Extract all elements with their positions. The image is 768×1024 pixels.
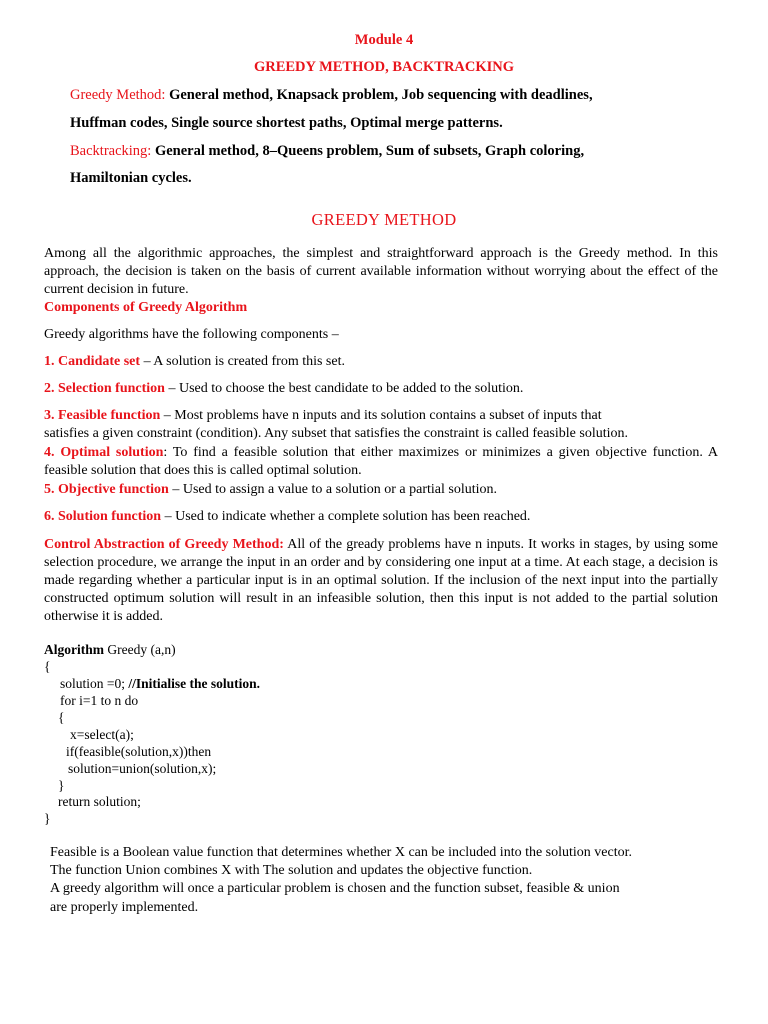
code-inner-close-brace: } — [58, 778, 65, 793]
backtracking-topics: General method, 8–Queens problem, Sum of subsets, Graph coloring, — [151, 143, 585, 159]
component-label: 1. Candidate set — [44, 354, 141, 369]
code-if-line: if(feasible(solution,x))then — [66, 744, 212, 759]
algorithm-signature — [44, 641, 176, 659]
control-abstraction-text: All of the gready problems have n inputs. It works in stages, by using some selection procedure, we arrange the input in an order and by considering one input at a time. At each stage, a decision is made regarding whether a particular input is in an optimal solution. If the inclusion of the next input into the partially constructed optimum solution will result in an infeasible solution, then this input is not added to the partial solution otherwise it is added. — [44, 537, 718, 624]
code-init-statement: solution =0; — [60, 676, 129, 691]
component-text: – A solution is created from this set. — [140, 354, 345, 369]
component-text-continued: satisfies a given constraint (condition). Any subset that satisfies the constraint is called feasible solution. — [44, 426, 628, 441]
component-label: 6. Solution function — [44, 509, 162, 524]
code-init — [60, 675, 260, 693]
module-title: Module 4 — [354, 32, 414, 48]
component-label: 2. Selection function — [44, 381, 165, 396]
footer-line-4: are properly implemented. — [50, 900, 199, 915]
code-inner-open-brace: { — [58, 710, 65, 725]
algorithm-name: Greedy (a,n) — [104, 642, 176, 657]
section-title: GREEDY METHOD — [311, 210, 457, 229]
component-candidate-set — [44, 353, 345, 371]
code-select-line: x=select(a); — [70, 727, 134, 742]
component-text: – Used to assign a value to a solution or a partial solution. — [168, 482, 497, 497]
module-subtitle: GREEDY METHOD, BACKTRACKING — [253, 59, 515, 75]
component-selection-function — [44, 380, 523, 398]
component-text: : To find a feasible solution that either maximizes or minimizes a given objective function. A feasible solution that does this is called optimal solution. — [44, 445, 718, 478]
component-label: 3. Feasible function — [44, 408, 161, 423]
greedy-topics: General method, Knapsack problem, Job sequencing with deadlines, — [165, 87, 593, 103]
component-feasible-function — [44, 407, 628, 443]
code-union-line: solution=union(solution,x); — [68, 761, 217, 776]
code-init-comment: //Initialise the solution. — [128, 676, 261, 691]
control-abstraction-paragraph — [44, 536, 718, 626]
component-optimal-solution — [44, 444, 718, 480]
component-objective-function — [44, 481, 497, 499]
footer-line-2: The function Union combines X with The solution and updates the objective function. — [50, 863, 533, 878]
syllabus-backtracking-line2: Hamiltonian cycles. — [70, 170, 192, 186]
component-text: – Used to indicate whether a complete solution has been reached. — [161, 509, 531, 524]
footer-line-3: A greedy algorithm will once a particular problem is chosen and the function subset, feasible & union — [50, 881, 620, 896]
component-text: – Used to choose the best candidate to be added to the solution. — [164, 381, 524, 396]
components-heading: Components of Greedy Algorithm — [44, 300, 248, 315]
component-label: 4. Optimal solution — [44, 445, 164, 460]
algorithm-keyword: Algorithm — [44, 642, 104, 657]
backtracking-label: Backtracking: — [70, 143, 152, 159]
footer-line-1: Feasible is a Boolean value function that determines whether X can be included into the solution vector. — [50, 845, 633, 860]
component-label: 5. Objective function — [44, 482, 169, 497]
code-for-line: for i=1 to n do — [60, 693, 139, 708]
greedy-label: Greedy Method: — [70, 87, 166, 103]
component-solution-function — [44, 508, 530, 526]
code-return-line: return solution; — [58, 794, 141, 809]
component-text: – Most problems have n inputs and its solution contains a subset of inputs that — [160, 408, 602, 423]
syllabus-greedy-line1 — [70, 86, 593, 104]
syllabus-greedy-line2: Huffman codes, Single source shortest paths, Optimal merge patterns. — [70, 115, 503, 131]
syllabus-backtracking-line1 — [70, 142, 584, 160]
components-intro: Greedy algorithms have the following components – — [44, 327, 339, 342]
code-close-brace: } — [44, 811, 51, 826]
code-open-brace: { — [44, 659, 51, 674]
intro-paragraph: Among all the algorithmic approaches, the simplest and straightforward approach is the Greedy method. In this approach, the decision is taken on the basis of current available information without worrying about the effect of the current decision in future. — [44, 246, 718, 297]
control-abstraction-label: Control Abstraction of Greedy Method: — [44, 537, 284, 552]
